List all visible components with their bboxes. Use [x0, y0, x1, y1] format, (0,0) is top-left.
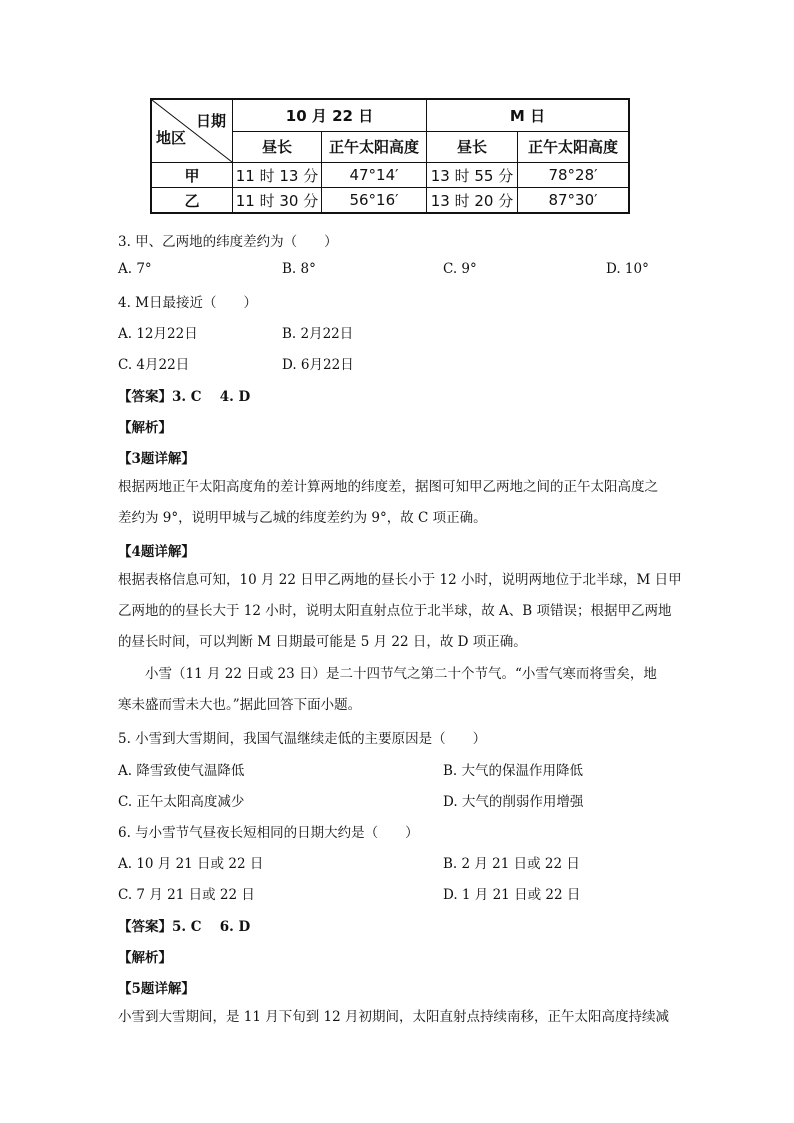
sunheight-cell: 87°30′	[518, 188, 630, 214]
q4-option-c: C. 4月22日	[118, 357, 190, 373]
q6-option-a: A. 10 月 21 日或 22 日	[118, 856, 264, 872]
intro-line: 小雪（11 月 22 日或 23 日）是二十四节气之第二十个节气。“小雪气寒而将雪矣，地	[118, 666, 657, 682]
detail-4-line: 乙两地的的昼长大于 12 小时，说明太阳直射点位于北半球，故 A、B 项错误；根据甲乙两地	[118, 603, 672, 619]
q4-option-a: A. 12月22日	[118, 326, 198, 342]
detail-3-title: 【3题详解】	[118, 451, 195, 467]
question-5-stem: 5. 小雪到大雪期间，我国气温继续走低的主要原因是（ ）	[118, 731, 487, 747]
q4-option-d: D. 6月22日	[282, 357, 354, 373]
corner-region-label: 地区	[156, 129, 187, 147]
q3-option-b: B. 8°	[282, 261, 316, 277]
q6-option-d: D. 1 月 21 日或 22 日	[443, 887, 581, 903]
q4-option-b: B. 2月22日	[282, 326, 354, 342]
table-corner-cell	[151, 99, 233, 163]
detail-5-line: 小雪到大雪期间，是 11 月下旬到 12 月初期间，太阳直射点持续南移，正午太阳高度持续减	[118, 1009, 670, 1025]
header-daylength-2: 昼长	[427, 131, 518, 163]
detail-4-text	[118, 565, 682, 658]
q6-option-b: B. 2 月 21 日或 22 日	[443, 856, 580, 872]
detail-5-title: 【5题详解】	[118, 981, 195, 997]
sunheight-cell: 56°16′	[322, 188, 427, 214]
intro-line: 寒未盛而雪未大也。”据此回答下面小题。	[118, 697, 362, 713]
detail-4-line: 根据表格信息可知，10 月 22 日甲乙两地的昼长小于 12 小时，说明两地位于北半球，M 日甲	[118, 572, 682, 588]
detail-3-text	[118, 472, 678, 534]
data-table	[150, 98, 630, 214]
question-6-stem: 6. 与小雪节气昼夜长短相同的日期大约是（ ）	[118, 825, 419, 841]
q5-option-a: A. 降雪致使气温降低	[118, 763, 245, 779]
detail-3-line: 根据两地正午太阳高度角的差计算两地的纬度差，据图可知甲乙两地之间的正午太阳高度之	[118, 479, 658, 495]
detail-5-text	[118, 1002, 678, 1033]
intro-passage	[118, 659, 678, 721]
header-sunheight-1: 正午太阳高度	[322, 131, 427, 163]
daylength-cell: 11 时 30 分	[233, 188, 322, 214]
region-cell: 乙	[151, 188, 233, 214]
detail-3-line: 差约为 9°，说明甲城与乙城的纬度差约为 9°，故 C 项正确。	[118, 510, 487, 526]
q5-option-c: C. 正午太阳高度减少	[118, 794, 245, 810]
corner-date-label: 日期	[195, 112, 226, 130]
q5-option-d: D. 大气的削弱作用增强	[443, 794, 584, 810]
detail-4-line: 的昼长时间，可以判断 M 日期最可能是 5 月 22 日，故 D 项正确。	[118, 634, 527, 650]
q3-option-c: C. 9°	[443, 261, 477, 277]
analysis-heading-1: 【解析】	[118, 420, 172, 436]
answer-3-4: 【答案】3. C 4. D	[118, 389, 251, 405]
header-daylength-1: 昼长	[233, 131, 322, 163]
detail-4-title: 【4题详解】	[118, 544, 195, 560]
q3-option-a: A. 7°	[118, 261, 152, 277]
analysis-heading-2: 【解析】	[118, 950, 172, 966]
header-date1: 10 月 22 日	[233, 99, 427, 131]
daylength-cell: 13 时 55 分	[427, 163, 518, 188]
daylength-cell: 13 时 20 分	[427, 188, 518, 214]
q5-option-b: B. 大气的保温作用降低	[443, 763, 584, 779]
header-date2: M 日	[427, 99, 630, 131]
q6-option-c: C. 7 月 21 日或 22 日	[118, 887, 255, 903]
region-cell: 甲	[151, 163, 233, 188]
sunheight-cell: 47°14′	[322, 163, 427, 188]
table-row	[151, 188, 629, 214]
table-row	[151, 163, 629, 188]
daylength-cell: 11 时 13 分	[233, 163, 322, 188]
question-4-stem: 4. M日最接近（ ）	[118, 295, 257, 311]
q3-option-d: D. 10°	[606, 261, 649, 277]
header-sunheight-2: 正午太阳高度	[518, 131, 630, 163]
sunheight-cell: 78°28′	[518, 163, 630, 188]
answer-5-6: 【答案】5. C 6. D	[118, 919, 251, 935]
question-3-stem: 3. 甲、乙两地的纬度差约为（ ）	[118, 234, 338, 250]
